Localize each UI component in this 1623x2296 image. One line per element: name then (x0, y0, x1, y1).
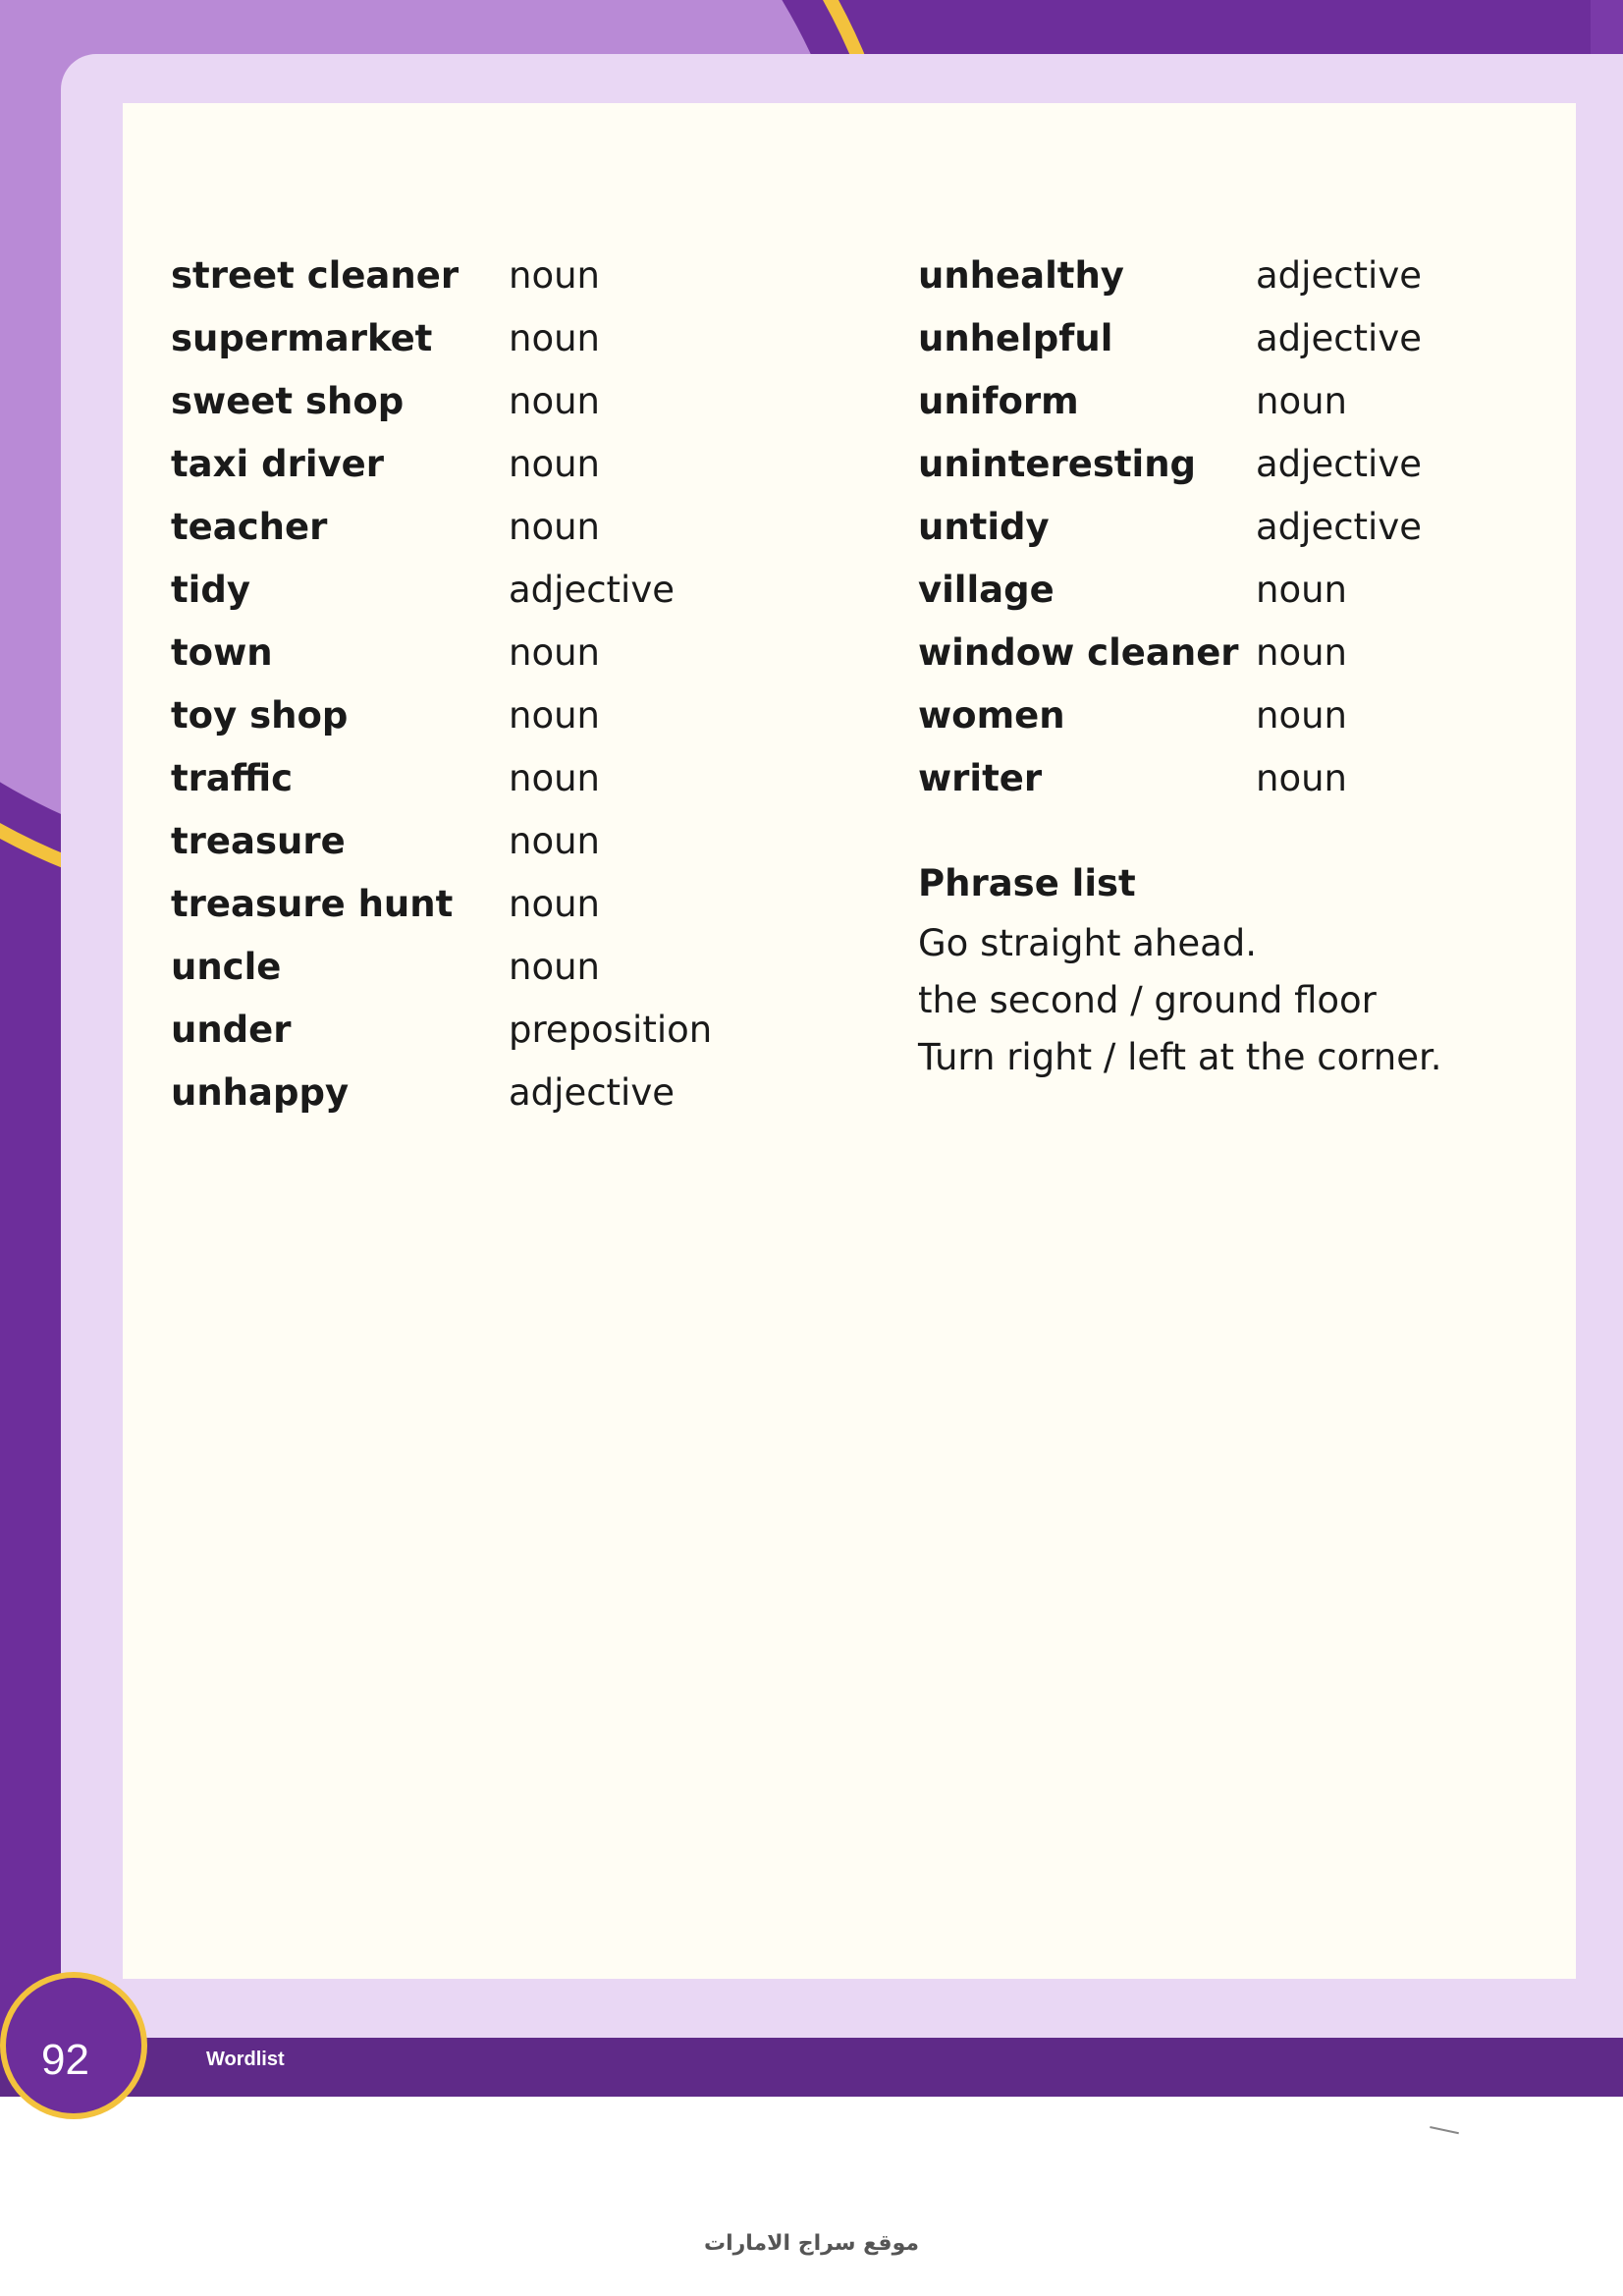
part-of-speech: noun (1256, 568, 1347, 611)
wordlist-row (918, 369, 1422, 432)
section-label: Wordlist (206, 2049, 285, 2070)
phrase-list (918, 852, 1442, 1086)
word: uniform (918, 379, 1079, 422)
wordlist-row (918, 306, 1422, 369)
word: toy shop (171, 693, 349, 737)
part-of-speech: adjective (509, 568, 675, 611)
part-of-speech: noun (1256, 379, 1347, 422)
wordlist-row (171, 621, 712, 683)
part-of-speech: noun (509, 630, 600, 674)
wordlist-row (171, 1061, 712, 1123)
part-of-speech: noun (509, 756, 600, 799)
word: treasure (171, 819, 346, 862)
wordlist-row (171, 495, 712, 558)
word: town (171, 630, 273, 674)
word: taxi driver (171, 442, 384, 485)
part-of-speech: noun (1256, 693, 1347, 737)
scan-mark (1428, 2126, 1459, 2144)
word: street cleaner (171, 253, 460, 297)
wordlist-row (918, 495, 1422, 558)
wordlist-row (171, 306, 712, 369)
wordlist-row (918, 621, 1422, 683)
part-of-speech: adjective (509, 1070, 675, 1114)
word: unhappy (171, 1070, 350, 1114)
word: under (171, 1008, 292, 1051)
wordlist-row (918, 746, 1422, 809)
word: window cleaner (918, 630, 1239, 674)
part-of-speech: adjective (1256, 316, 1422, 359)
wordlist-row (171, 935, 712, 998)
wordlist-row (918, 558, 1422, 621)
phrase-list-heading: Phrase list (918, 862, 1136, 904)
word: sweet shop (171, 379, 405, 422)
part-of-speech: noun (509, 253, 600, 297)
part-of-speech: noun (509, 945, 600, 988)
wordlist-row (171, 244, 712, 306)
word: women (918, 693, 1065, 737)
phrase: the second / ground floor (918, 979, 1377, 1021)
page-number: 92 (41, 2036, 89, 2084)
wordlist-left-column (171, 244, 712, 1123)
part-of-speech: preposition (509, 1008, 713, 1051)
part-of-speech: noun (509, 505, 600, 548)
part-of-speech: noun (509, 819, 600, 862)
part-of-speech: noun (509, 379, 600, 422)
word: unhealthy (918, 253, 1124, 297)
wordlist-right-column (918, 244, 1422, 809)
wordlist-row (171, 432, 712, 495)
word: untidy (918, 505, 1050, 548)
word: unhelpful (918, 316, 1113, 359)
part-of-speech: noun (1256, 630, 1347, 674)
word: treasure hunt (171, 882, 454, 925)
wordlist-row (171, 998, 712, 1061)
part-of-speech: noun (509, 442, 600, 485)
part-of-speech: adjective (1256, 505, 1422, 548)
word: traffic (171, 756, 294, 799)
word: village (918, 568, 1055, 611)
word: uninteresting (918, 442, 1197, 485)
word: writer (918, 756, 1043, 799)
wordlist-row (171, 746, 712, 809)
word: teacher (171, 505, 328, 548)
wordlist-row (171, 872, 712, 935)
word: supermarket (171, 316, 433, 359)
part-of-speech: noun (509, 882, 600, 925)
part-of-speech: noun (1256, 756, 1347, 799)
wordlist-row (171, 369, 712, 432)
word: uncle (171, 945, 282, 988)
wordlist-row (918, 683, 1422, 746)
phrase: Go straight ahead. (918, 922, 1258, 964)
wordlist-row (171, 683, 712, 746)
wordlist-row (171, 809, 712, 872)
wordlist-row (171, 558, 712, 621)
wordlist-row (918, 244, 1422, 306)
watermark-text: موقع سراج الامارات (703, 2231, 919, 2256)
word: tidy (171, 568, 250, 611)
part-of-speech: noun (509, 316, 600, 359)
phrase: Turn right / left at the corner. (918, 1036, 1442, 1078)
part-of-speech: adjective (1256, 442, 1422, 485)
part-of-speech: adjective (1256, 253, 1422, 297)
part-of-speech: noun (509, 693, 600, 737)
wordlist-row (918, 432, 1422, 495)
